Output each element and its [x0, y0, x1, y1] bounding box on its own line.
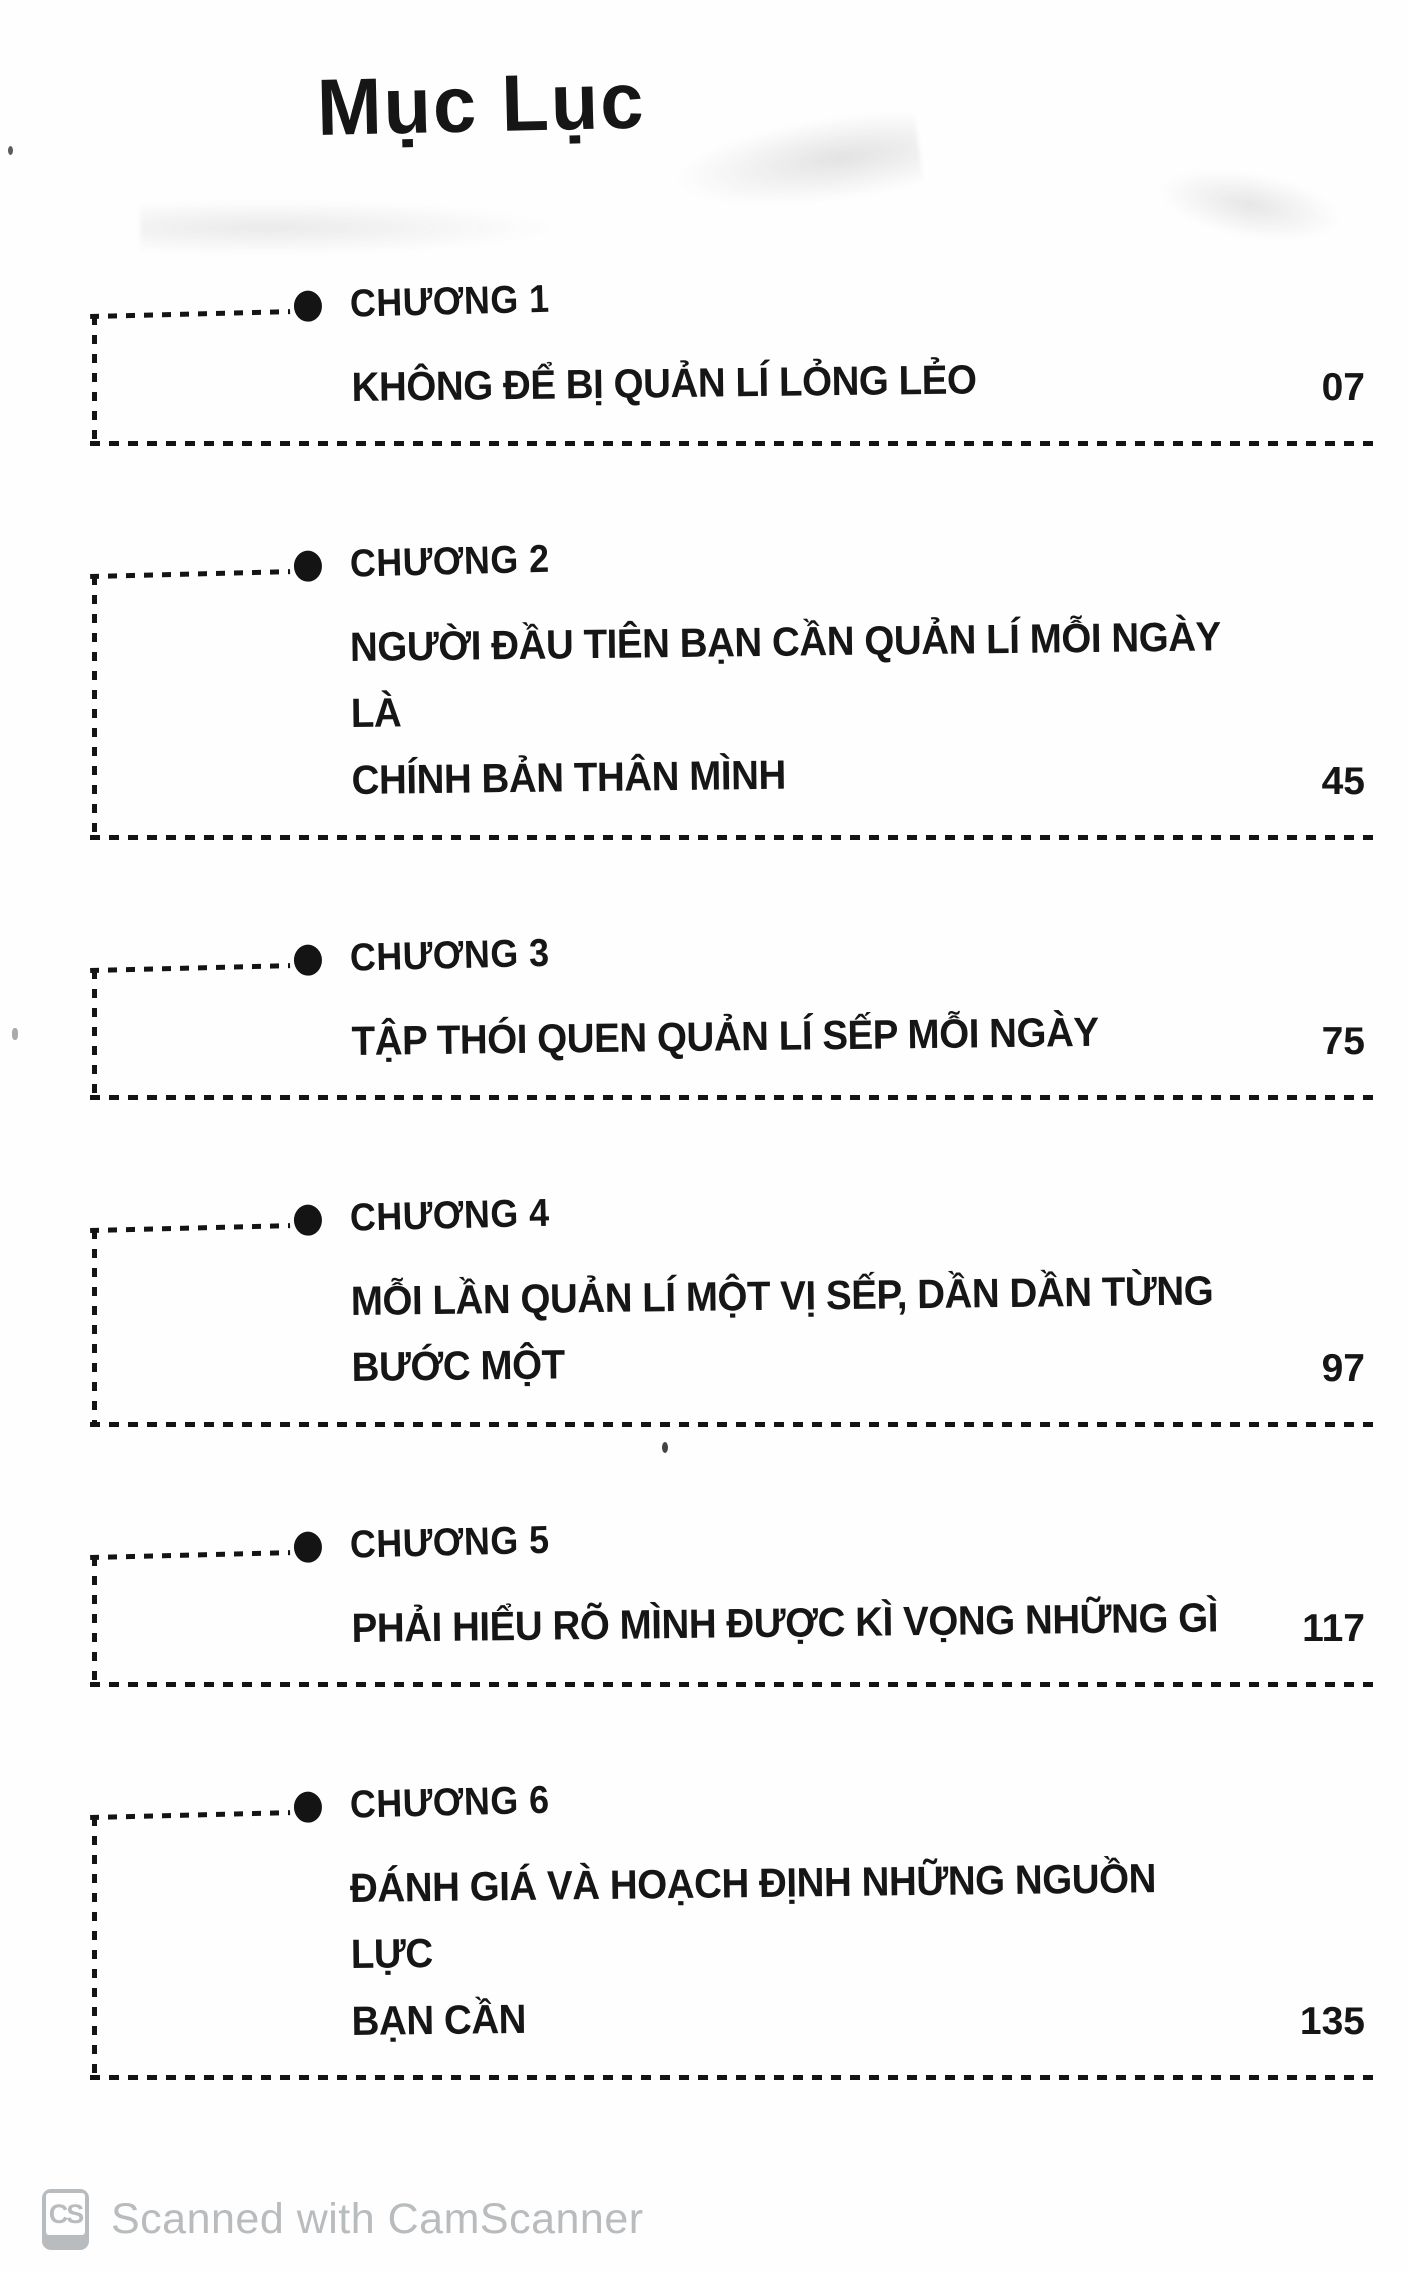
bullet-icon	[294, 943, 323, 975]
chapter-label: CHƯƠNG 2	[349, 538, 551, 587]
dashed-leader-line	[90, 309, 290, 319]
chapter-title: MỖI LẦN QUẢN LÍ MỘT VỊ SẾP, DẦN DẦN TỪNG BƯỚC MỘT	[350, 1267, 1214, 1391]
dashed-bottom-border	[90, 2075, 1375, 2080]
chapter-page-number: 75	[1321, 1020, 1365, 1064]
chapter-title: KHÔNG ĐỂ BỊ QUẢN LÍ LỎNG LẺO	[351, 356, 977, 411]
chapter-label: CHƯƠNG 1	[349, 277, 551, 326]
toc-entry-body	[90, 990, 1375, 1100]
bullet-icon	[294, 1531, 323, 1563]
camscanner-watermark	[42, 2189, 644, 2250]
scan-artifact	[8, 146, 13, 155]
chapter-title: PHẢI HIỂU RÕ MÌNH ĐƯỢC KÌ VỌNG NHỮNG GÌ	[351, 1594, 1219, 1651]
chapter-list	[90, 277, 1375, 2080]
dashed-bottom-border	[90, 835, 1375, 840]
page-title: Mục Lục	[315, 55, 647, 153]
chapter-label: CHƯƠNG 5	[349, 1518, 551, 1567]
dashed-leader-line	[90, 1810, 290, 1820]
toc-entry	[90, 1518, 1375, 1687]
scan-artifact	[140, 200, 560, 255]
chapter-label: CHƯƠNG 4	[349, 1191, 551, 1240]
dashed-left-border	[92, 1230, 97, 1423]
toc-entry-head	[89, 1169, 1375, 1250]
chapter-page-number: 97	[1321, 1346, 1365, 1390]
dashed-bottom-border	[90, 441, 1375, 446]
bullet-icon	[294, 1204, 323, 1236]
toc-entry-body	[90, 1577, 1375, 1687]
dashed-left-border	[92, 576, 97, 835]
chapter-page-number: 45	[1321, 759, 1365, 803]
toc-entry-head	[89, 255, 1375, 336]
chapter-title: TẬP THÓI QUEN QUẢN LÍ SẾP MỖI NGÀY	[351, 1008, 1099, 1064]
toc-entry	[90, 277, 1375, 446]
toc-entry-body	[90, 336, 1375, 446]
bullet-icon	[294, 550, 323, 582]
dashed-bottom-border	[90, 1095, 1375, 1100]
chapter-title: ĐÁNH GIÁ VÀ HOẠCH ĐỊNH NHỮNG NGUỒN LỰC BẠN CẦN	[349, 1855, 1157, 2045]
bullet-icon	[294, 290, 323, 322]
toc-entry-body	[90, 1250, 1375, 1427]
dashed-left-border	[92, 1557, 97, 1683]
scan-artifact	[1145, 153, 1354, 257]
dashed-leader-line	[90, 1223, 290, 1233]
chapter-page-number: 07	[1321, 366, 1365, 410]
dashed-bottom-border	[90, 1422, 1375, 1427]
dashed-left-border	[92, 1817, 97, 2076]
toc-entry-head	[89, 515, 1375, 596]
chapter-page-number: 117	[1302, 1607, 1365, 1651]
toc-entry	[90, 538, 1375, 839]
dashed-bottom-border	[90, 1682, 1375, 1687]
chapter-label: CHƯƠNG 3	[349, 931, 551, 980]
chapter-title: NGƯỜI ĐẦU TIÊN BẠN CẦN QUẢN LÍ MỖI NGÀY LÀ CHÍNH BẢN THÂN MÌNH	[349, 613, 1221, 804]
dashed-left-border	[92, 316, 97, 442]
toc-entry	[90, 1779, 1375, 2080]
toc-entry	[90, 931, 1375, 1100]
toc-entry-head	[89, 1756, 1375, 1837]
bullet-icon	[294, 1791, 323, 1823]
scan-artifact	[12, 1028, 18, 1040]
dashed-leader-line	[90, 962, 290, 972]
dashed-leader-line	[90, 569, 290, 579]
toc-entry-head	[89, 908, 1375, 989]
dashed-left-border	[92, 970, 97, 1096]
chapter-page-number: 135	[1299, 2000, 1365, 2044]
dashed-leader-line	[90, 1549, 290, 1559]
toc-entry	[90, 1191, 1375, 1427]
watermark-text: Scanned with CamScanner	[111, 2195, 644, 2243]
chapter-label: CHƯƠNG 6	[349, 1779, 551, 1827]
toc-entry-body	[90, 596, 1375, 839]
toc-entry-head	[89, 1495, 1375, 1576]
toc-entry-body	[90, 1837, 1375, 2080]
camscanner-logo-icon	[42, 2189, 89, 2250]
scan-artifact	[655, 102, 925, 227]
camscanner-logo-text: CS	[46, 2193, 85, 2235]
